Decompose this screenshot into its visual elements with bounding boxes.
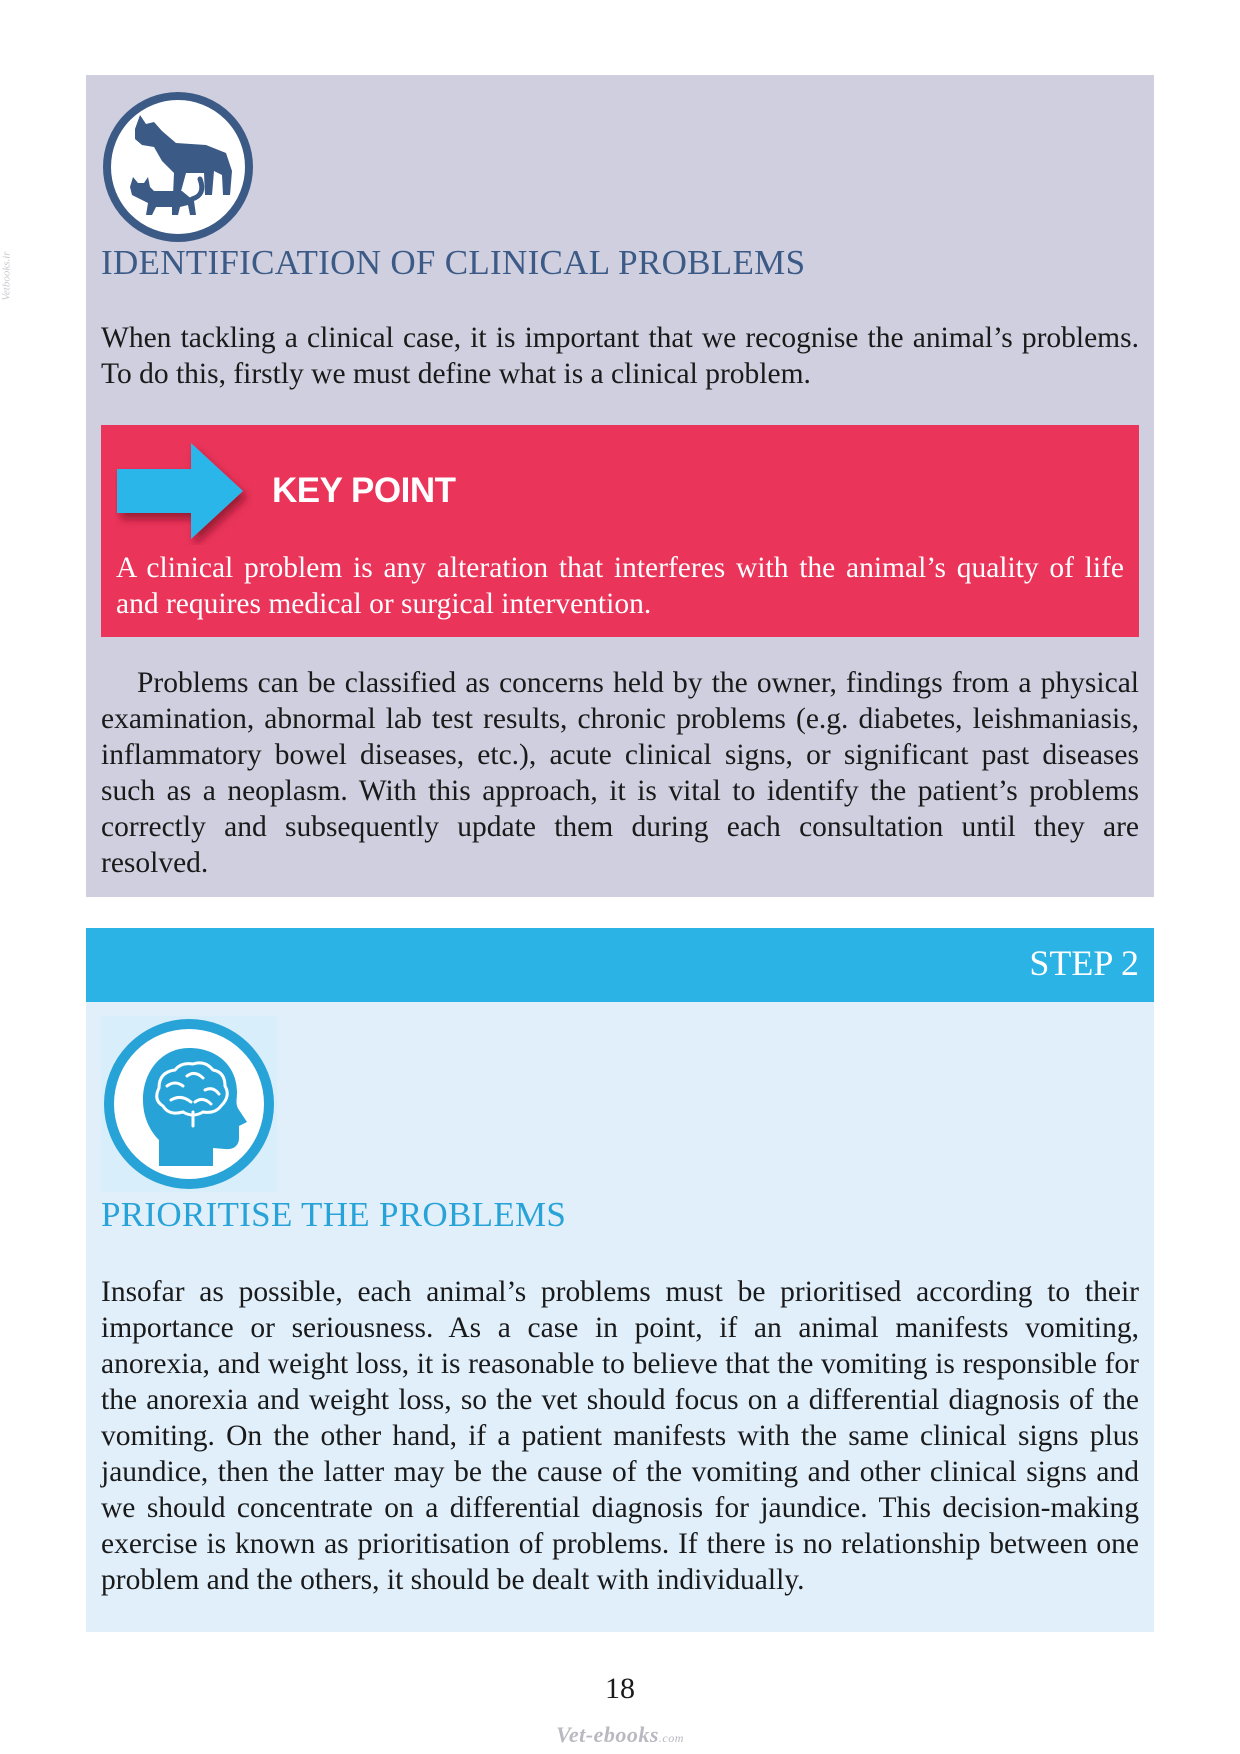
body-paragraph: Insofar as possible, each animal’s problems must be prioritised according to their importance or seriousness. As a case in point, if an animal manifests vomiting, anorexia, and weight loss, it is reasonable to believe that the vomiting is responsible for the anorexia and weight loss, so the vet should focus on a differential diagnosis of the vomiting. On the other hand, if a patient manifests with the same clinical signs plus jaundice, then the latter may be the cause of the vomiting and other clinical signs and we should concentrate on a differential diagnosis for jaundice. This decision-making exercise is known as prioritisation of problems. If there is no relationship between one problem and the others, it should be dealt with individually.: [101, 1276, 1139, 1596]
key-point-box: [101, 425, 1139, 637]
key-point-title: KEY POINT: [272, 471, 456, 510]
site-logo-suffix: .com: [658, 1731, 684, 1745]
step-label: STEP 2: [1029, 943, 1139, 983]
page-number: 18: [605, 1672, 635, 1705]
section-title: IDENTIFICATION OF CLINICAL PROBLEMS: [101, 243, 806, 282]
identification-section: [86, 75, 1154, 897]
key-point-text: A clinical problem is any alteration that interferes with the animal’s quality of life and requires medical or surgical intervention.: [116, 552, 1124, 620]
intro-paragraph: When tackling a clinical case, it is important that we recognise the animal’s problems. To do this, firstly we must define what is a clinical problem.: [101, 322, 1139, 390]
site-logo-text: Vet-ebooks: [556, 1722, 659, 1747]
dog-cat-icon: [102, 91, 254, 243]
side-watermark: Vetbooks.ir: [0, 251, 13, 301]
step-bar: [86, 928, 1154, 1002]
section-title: PRIORITISE THE PROBLEMS: [101, 1195, 567, 1234]
brain-head-icon: [101, 1016, 277, 1192]
arrow-right-icon: [115, 439, 253, 545]
brain-icon-frame: [101, 1016, 277, 1192]
prioritise-section: [86, 1002, 1154, 1632]
body-paragraph: Problems can be classified as concerns held by the owner, findings from a physical examination, abnormal lab test results, chronic problems (e.g. diabetes, leishmaniasis, inflammatory bowel diseases, etc.), acute clinical signs, or significant past diseases such as a neoplasm. With this approach, it is vital to identify the patient’s problems correctly and subsequently update them during each consultation until they are resolved.: [101, 667, 1139, 879]
site-logo: [0, 1722, 1240, 1748]
